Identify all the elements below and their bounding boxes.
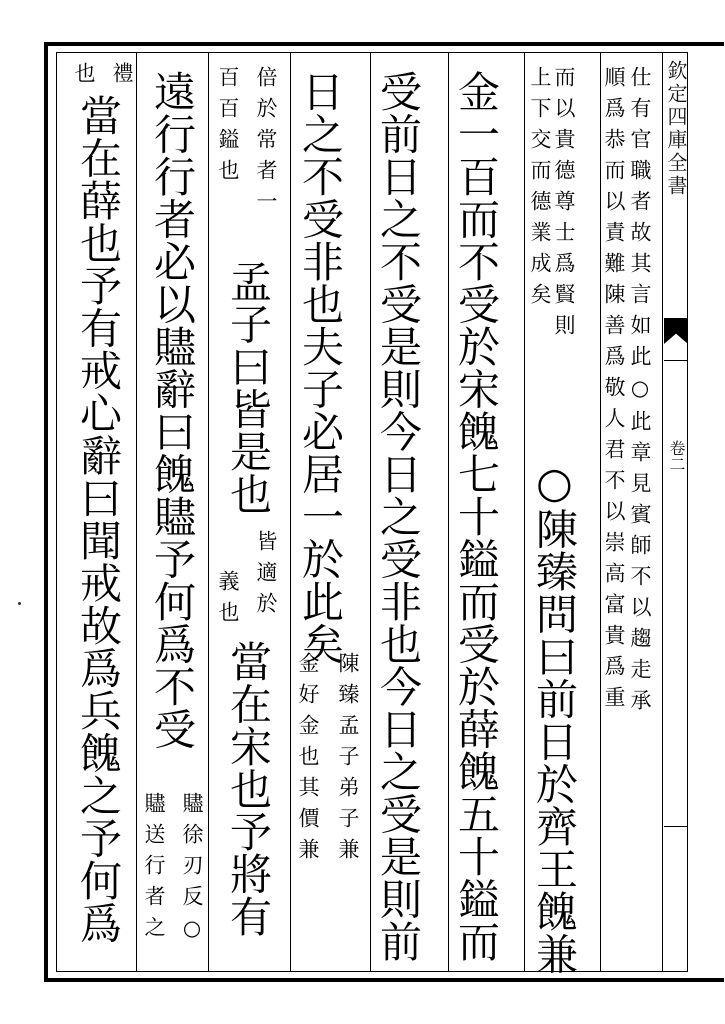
column-rule: [524, 52, 525, 972]
fish-tail-line: [664, 360, 688, 361]
volume-label: 卷二: [667, 440, 686, 472]
main-text-column: 當在薛也予有戒心辭曰聞戒故爲兵餽之予何爲: [74, 94, 123, 944]
column-rule: [370, 52, 371, 972]
commentary-line: 贐徐刃反○: [180, 792, 204, 950]
column-rule: [136, 52, 137, 972]
commentary-line: 禮: [110, 62, 134, 93]
main-text-column: 孟子曰皆是也: [224, 260, 273, 515]
margin-line: [664, 826, 688, 827]
commentary-line: 義也: [216, 570, 240, 632]
column-rule: [290, 52, 291, 972]
main-text-column: 遠行行者必以贐辭曰餽贐予何爲不受: [148, 70, 197, 750]
book-title: 欽定四庫全書: [664, 60, 688, 198]
main-text-column: 金一百而不受於宋餽七十鎰而受於薛餽五十鎰而: [452, 70, 501, 963]
commentary-line: 金好金也其價兼: [296, 652, 320, 869]
column-rule: [600, 52, 601, 972]
scan-speck: [18, 602, 21, 605]
main-text-column: 日之不受非也夫子必居一於此矣: [296, 70, 345, 665]
commentary-line: 也: [72, 62, 96, 93]
column-rule: [448, 52, 449, 972]
column-rule: [208, 52, 209, 972]
commentary-line: 皆適於: [254, 530, 278, 623]
commentary-line: 倍於常者一: [254, 66, 278, 221]
main-text-column: ○陳臻問曰前日於齊王餽兼: [530, 458, 579, 975]
commentary-line: 順爲恭而以責難陳善爲敬人君不以崇高富貴爲重: [602, 66, 626, 717]
commentary-line: 仕有官職者故其言如此○此章見賓師不以趨走承: [628, 66, 652, 720]
commentary-line: 百百鎰也: [216, 66, 240, 190]
commentary-line: 贐送行者之: [142, 792, 166, 947]
commentary-line: 上下交而德業成矣: [528, 66, 552, 314]
commentary-line: 陳臻孟子弟子兼: [336, 652, 360, 869]
main-text-column: 受前日之不受是則今日之受非也今日之受是則前: [374, 70, 423, 963]
main-text-column: 當在宋也予將有: [224, 640, 273, 938]
commentary-line: 而以貴德尊士爲賢則: [552, 66, 576, 345]
